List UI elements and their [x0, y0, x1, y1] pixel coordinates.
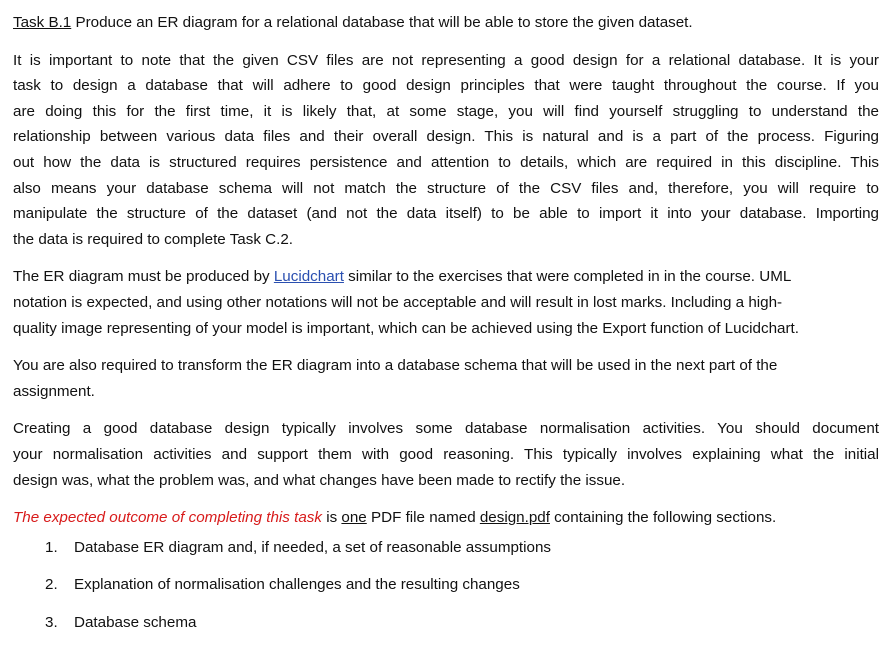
paragraph-er-diagram: [13, 264, 879, 341]
text-line: your normalisation activities and support them with good reasoning. This typically involves explaining what the initial: [13, 445, 879, 463]
text-line: assignment.: [13, 382, 95, 400]
text-line: You are also required to transform the ER diagram into a database schema that will be used in the next part of the: [13, 357, 778, 375]
text-line: manipulate the structure of the dataset (and not the data itself) to be able to import it into your database. Importing: [13, 205, 879, 223]
list-text: Database ER diagram and, if needed, a set of reasonable assumptions: [74, 538, 552, 556]
text-line: the data is required to complete Task C.2.: [13, 230, 293, 248]
text-line: [13, 264, 879, 290]
text-line: Creating a good database design typically involves some database normalisation activities. You should document: [13, 420, 879, 438]
text-line: quality image representing of your model is important, which can be achieved using the Export function of Lucidchart.: [13, 319, 799, 337]
outcome-emphasis: The expected outcome of completing this task: [13, 509, 322, 527]
text-line: out how the data is structured requires persistence and attention to details, which are required in this discipline. This: [13, 153, 879, 171]
outcome-filename: design.pdf: [479, 509, 550, 527]
paragraph-schema: [13, 353, 879, 404]
list-number: 3.: [45, 613, 58, 631]
list-item: [13, 535, 879, 573]
lucidchart-link[interactable]: Lucidchart: [273, 268, 344, 286]
text-line: design was, what the problem was, and what changes have been made to rectify the issue.: [13, 471, 626, 489]
list-item: [13, 610, 879, 648]
text-span: is: [321, 509, 342, 527]
text-line: task to design a database that will adhere to good design principles that were taught throughout the course. If you: [13, 77, 879, 95]
list-text: Database schema: [74, 613, 197, 631]
text-span: similar to the exercises that were completed in in the course. UML: [343, 268, 792, 286]
document-page: [13, 10, 879, 647]
text-span: PDF file named: [366, 509, 480, 527]
task-heading: [13, 10, 879, 36]
task-label: Task B.1: [13, 14, 72, 31]
paragraph-normalisation: [13, 416, 879, 493]
text-span: The ER diagram must be produced by: [13, 268, 274, 286]
paragraph-csv-design: [13, 48, 879, 253]
list-number: 1.: [45, 538, 58, 556]
text-line: are doing this for the first time, it is likely that, at some stage, you will find yourself struggling to understand the: [13, 102, 879, 120]
text-span: containing the following sections.: [549, 509, 777, 527]
list-number: 2.: [45, 576, 58, 594]
text-line: notation is expected, and using other notations will not be acceptable and will result in lost marks. Including a high-: [13, 293, 783, 311]
list-item: [13, 572, 879, 610]
text-line: relationship between various data files and their overall design. This is natural and is a part of the process. Figuring: [13, 128, 879, 146]
list-text: Explanation of normalisation challenges and the resulting changes: [74, 576, 520, 594]
text-line: It is important to note that the given CSV files are not representing a good design for a relational database. It is your: [13, 51, 879, 69]
outcome-one: one: [341, 509, 367, 527]
expected-outcome: [13, 505, 879, 531]
task-heading-text: Produce an ER diagram for a relational database that will be able to store the given dataset.: [71, 14, 693, 31]
sections-list: [13, 535, 879, 648]
text-line: also means your database schema will not match the structure of the CSV files and, therefore, you will require to: [13, 179, 879, 197]
